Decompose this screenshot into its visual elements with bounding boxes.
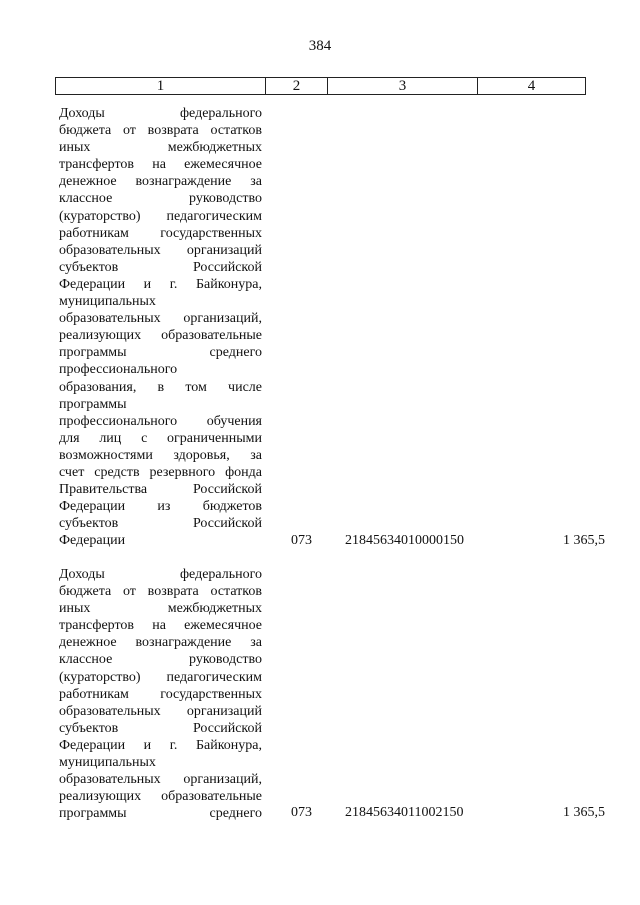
description-line: профессионального обучения	[59, 413, 262, 429]
entry-description	[59, 566, 262, 822]
column-header-4: 4	[478, 78, 586, 95]
description-line: образовательных организаций	[59, 242, 262, 258]
description-line: программы	[59, 396, 127, 412]
description-line: реализующих образовательные	[59, 789, 262, 805]
budget-classification-code: 21845634011002150	[345, 805, 464, 821]
description-line: образовательных организаций,	[59, 311, 262, 327]
description-line: образования, в том числе	[59, 379, 262, 395]
description-line: образовательных организаций,	[59, 772, 262, 788]
description-line: бюджета от возврата остатков	[59, 123, 262, 139]
description-line: муниципальных	[59, 755, 156, 771]
description-line: бюджета от возврата остатков	[59, 584, 262, 600]
column-header-table	[55, 77, 586, 95]
description-line: Федерации из бюджетов	[59, 499, 262, 515]
amount-value: 1 365,5	[563, 532, 605, 548]
description-line: Федерации и г. Байконура,	[59, 737, 262, 753]
description-line: для лиц с ограниченными	[59, 430, 262, 446]
page-number: 384	[308, 38, 332, 54]
description-line: классное руководство	[59, 191, 262, 207]
description-line: Федерации и г. Байконура,	[59, 276, 262, 292]
description-line: Правительства Российской	[59, 482, 262, 498]
income-entry	[59, 105, 605, 549]
budget-classification-code: 21845634010000150	[345, 532, 464, 548]
description-line: (кураторство) педагогическим	[59, 669, 262, 685]
description-line: субъектов Российской	[59, 259, 262, 275]
column-header-1: 1	[56, 78, 266, 95]
description-line: работникам государственных	[59, 225, 262, 241]
description-line: работникам государственных	[59, 686, 262, 702]
administrator-code: 073	[291, 532, 312, 548]
description-line: иных межбюджетных	[59, 140, 262, 156]
description-line: профессионального	[59, 362, 178, 378]
entry-description	[59, 105, 262, 549]
description-line: Доходы федерального	[59, 106, 262, 121]
description-line: реализующих образовательные	[59, 328, 262, 344]
description-line: классное руководство	[59, 652, 262, 668]
column-header-3: 3	[328, 78, 478, 95]
description-line: трансфертов на ежемесячное	[59, 157, 262, 173]
amount-value: 1 365,5	[563, 805, 605, 821]
description-line: денежное вознаграждение за	[59, 174, 262, 190]
description-line: денежное вознаграждение за	[59, 635, 262, 651]
description-line: программы среднего	[59, 806, 262, 822]
description-line: образовательных организаций	[59, 703, 262, 719]
description-line: иных межбюджетных	[59, 601, 262, 617]
description-line: Доходы федерального	[59, 567, 262, 582]
description-line: программы среднего	[59, 345, 262, 361]
description-line: трансфертов на ежемесячное	[59, 618, 262, 634]
description-line: Федерации	[59, 533, 126, 549]
administrator-code: 073	[291, 805, 312, 821]
column-header-2: 2	[266, 78, 328, 95]
description-line: муниципальных	[59, 294, 156, 310]
description-line: возможностями здоровья, за	[59, 447, 262, 463]
description-line: субъектов Российской	[59, 720, 262, 736]
column-header-row	[56, 78, 586, 95]
income-entry	[59, 566, 605, 822]
description-line: (кураторство) педагогическим	[59, 208, 262, 224]
description-line: субъектов Российской	[59, 516, 262, 532]
description-line: счет средств резервного фонда	[59, 464, 262, 480]
